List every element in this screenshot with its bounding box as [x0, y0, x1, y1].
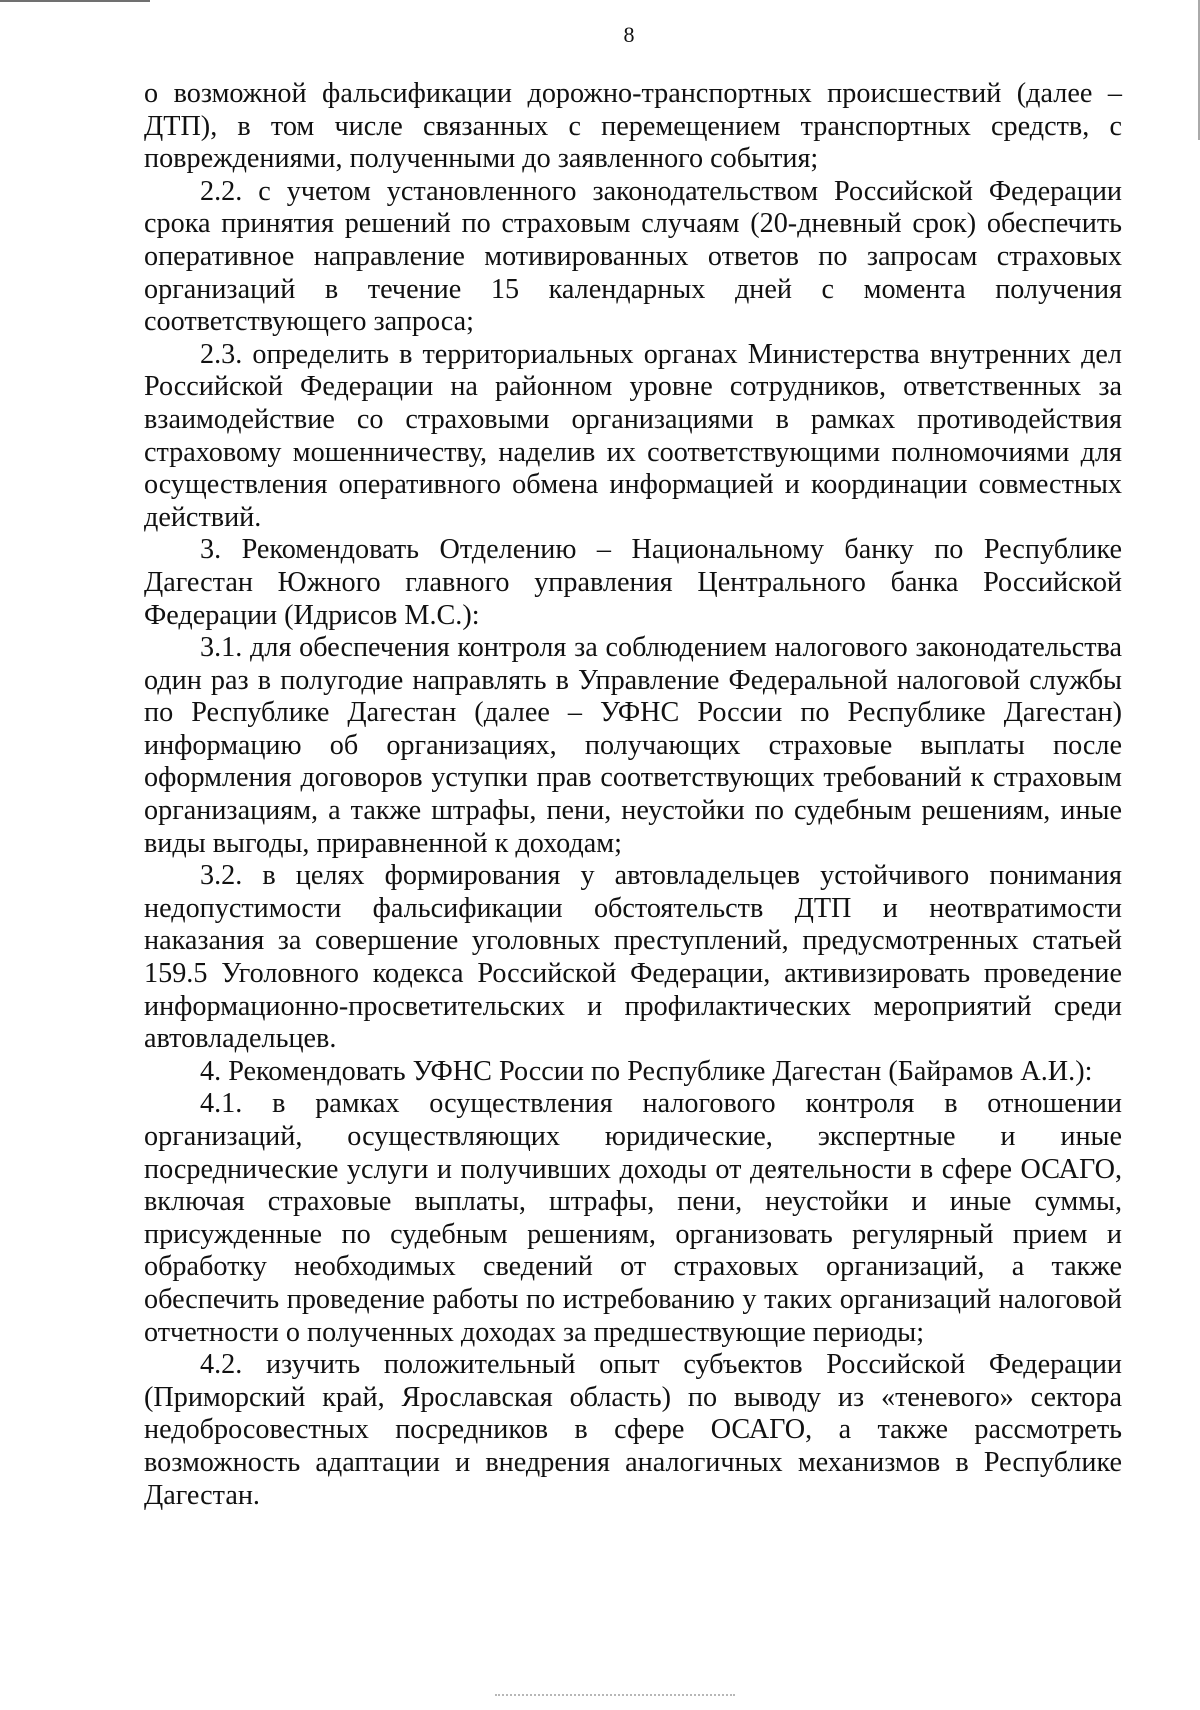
paragraph-4: 4. Рекомендовать УФНС России по Республике Дагестан (Байрамов А.И.):	[200, 1055, 1093, 1087]
paragraph-2-3: 2.3. определить в территориальных органах Министерства внутренних дел Российской Федерации на районном уровне сотрудников, ответственных за взаимодействие со страховыми организациями в рамках противодействия страховому мошенничеству, наделив их соответствующими полномочиями для осуществления оперативного обмена информацией и координации совместных действий.	[144, 338, 1122, 533]
scan-edge-top	[0, 0, 150, 2]
scan-edge-bottom	[495, 1694, 735, 1698]
paragraph-3: 3. Рекомендовать Отделению – Национальному банку по Республике Дагестан Южного главного управления Центрального банка Российской Федерации (Идрисов М.С.):	[144, 534, 1122, 631]
paragraph-4-1: 4.1. в рамках осуществления налогового контроля в отношении организаций, осуществляющих юридические, экспертные и иные посреднические услуги и получивших доходы от деятельности в сфере ОСАГО, включая страховые выплаты, штрафы, пени, неустойки и иные суммы, присужденные по судебным решениям, организовать регулярный прием и обработку необходимых сведений от страховых организаций, а также обеспечить проведение работы по истребованию у таких организаций налоговой отчетности о полученных доходах за предшествующие периоды;	[144, 1088, 1122, 1348]
paragraph-4-2: 4.2. изучить положительный опыт субъектов Российской Федерации (Приморский край, Ярославская область) по выводу из «теневого» сектора недобросовестных посредников в сфере ОСАГО, а также рассмотреть возможность адаптации и внедрения аналогичных механизмов в Республике Дагестан.	[144, 1349, 1122, 1511]
paragraph-3-1: 3.1. для обеспечения контроля за соблюдением налогового законодательства один раз в полугодие направлять в Управление Федеральной налоговой службы по Республике Дагестан (далее – УФНС России по Республике Дагестан) информацию об организациях, получающих страховые выплаты после оформления договоров уступки прав соответствующих требований к страховым организациям, а также штрафы, пени, неустойки по судебным решениям, иные виды выгоды, приравненной к доходам;	[144, 632, 1122, 859]
page-number: 8	[623, 22, 635, 47]
document-body	[144, 78, 1122, 1512]
paragraph-2-2: 2.2. с учетом установленного законодательством Российской Федерации срока принятия решений по страховым случаям (20-дневный срок) обеспечить оперативное направление мотивированных ответов по запросам страховых организаций в течение 15 календарных дней с момента получения соответствующего запроса;	[144, 175, 1122, 338]
paragraph-continuation: о возможной фальсификации дорожно-транспортных происшествий (далее – ДТП), в том числе связанных с перемещением транспортных средств, с повреждениями, полученными до заявленного события;	[144, 78, 1122, 175]
paragraph-3-2: 3.2. в целях формирования у автовладельцев устойчивого понимания недопустимости фальсификации обстоятельств ДТП и неотвратимости наказания за совершение уголовных преступлений, предусмотренных статьей 159.5 Уголовного кодекса Российской Федерации, активизировать проведение информационно-просветительских и профилактических мероприятий среди автовладельцев.	[144, 860, 1122, 1055]
